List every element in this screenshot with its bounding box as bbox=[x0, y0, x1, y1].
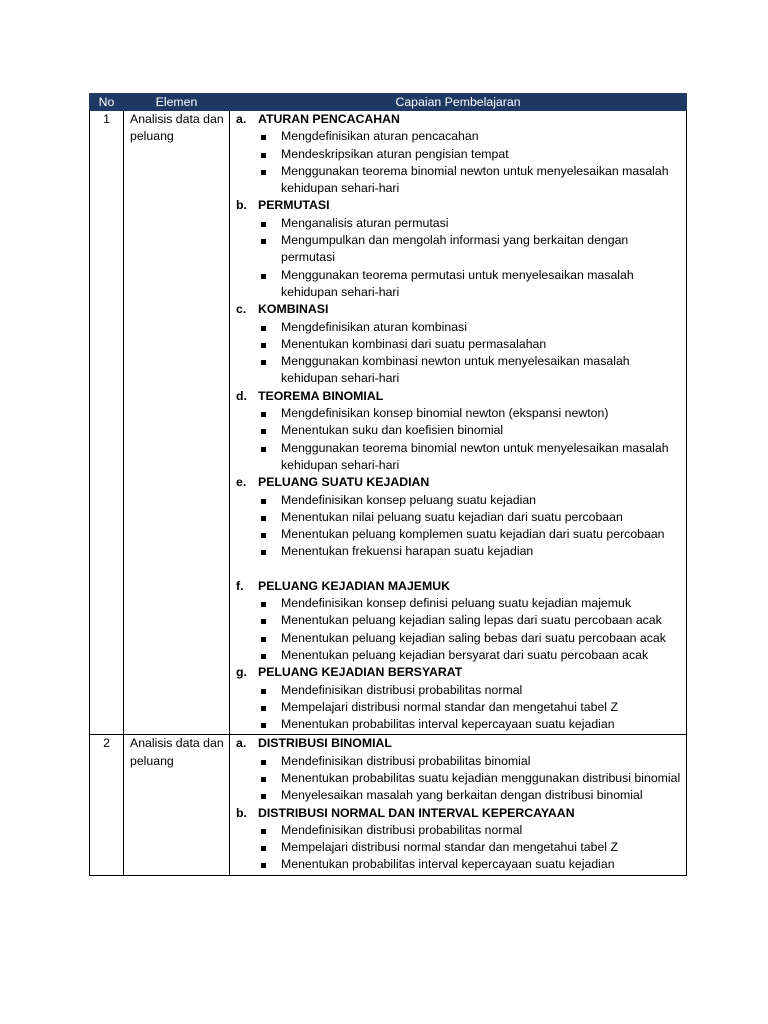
outcome-list bbox=[236, 492, 684, 561]
outcome-list bbox=[236, 128, 684, 197]
header-capaian: Capaian Pembelajaran bbox=[230, 94, 687, 111]
list-item: Menentukan frekuensi harapan suatu kejadian bbox=[236, 543, 684, 560]
learning-outcomes-table bbox=[89, 93, 687, 876]
learning-outcomes-cell bbox=[230, 111, 687, 735]
list-item: Mendefinisikan konsep definisi peluang suatu kejadian majemuk bbox=[236, 595, 684, 612]
section-title: PELUANG KEJADIAN MAJEMUK bbox=[258, 578, 450, 593]
section-heading bbox=[236, 474, 684, 491]
list-item: Menentukan probabilitas suatu kejadian menggunakan distribusi binomial bbox=[236, 770, 684, 787]
list-item: Mengdefinisikan konsep binomial newton (ekspansi newton) bbox=[236, 405, 684, 422]
section-heading bbox=[236, 735, 684, 752]
row-number: 1 bbox=[90, 111, 124, 735]
list-item: Menentukan peluang kejadian bersyarat dari suatu percobaan acak bbox=[236, 647, 684, 664]
list-item: Menggunakan kombinasi newton untuk menyelesaikan masalah kehidupan sehari-hari bbox=[236, 353, 684, 388]
outcome-list bbox=[236, 822, 684, 874]
list-item: Mengumpulkan dan mengolah informasi yang berkaitan dengan permutasi bbox=[236, 232, 684, 267]
list-item: Menggunakan teorema binomial newton untuk menyelesaikan masalah kehidupan sehari-hari bbox=[236, 163, 684, 198]
list-item: Menentukan suku dan koefisien binomial bbox=[236, 422, 684, 439]
list-item: Menentukan peluang kejadian saling bebas dari suatu percobaan acak bbox=[236, 630, 684, 647]
outcome-list bbox=[236, 682, 684, 734]
section-title: TEOREMA BINOMIAL bbox=[258, 388, 384, 403]
section-heading bbox=[236, 111, 684, 128]
outcome-list bbox=[236, 753, 684, 805]
section-title: PELUANG SUATU KEJADIAN bbox=[258, 475, 430, 490]
list-item: Menentukan probabilitas interval kepercayaan suatu kejadian bbox=[236, 716, 684, 733]
row-number: 2 bbox=[90, 735, 124, 875]
section-title: PERMUTASI bbox=[258, 198, 330, 213]
list-item: Menentukan peluang kejadian saling lepas dari suatu percobaan acak bbox=[236, 612, 684, 629]
learning-outcomes-cell bbox=[230, 735, 687, 875]
element-cell: Analisis data dan peluang bbox=[124, 111, 230, 735]
list-item: Menganalisis aturan permutasi bbox=[236, 215, 684, 232]
outcome-list bbox=[236, 215, 684, 301]
list-item: Mengdefinisikan aturan pencacahan bbox=[236, 128, 684, 145]
section-letter: d. bbox=[236, 388, 247, 403]
list-item: Menentukan peluang komplemen suatu kejadian dari suatu percobaan bbox=[236, 526, 684, 543]
section-letter: e. bbox=[236, 475, 247, 490]
section-title: DISTRIBUSI BINOMIAL bbox=[258, 736, 392, 751]
list-item: Menentukan probabilitas interval kepercayaan suatu kejadian bbox=[236, 856, 684, 873]
list-item: Menyelesaikan masalah yang berkaitan dengan distribusi binomial bbox=[236, 787, 684, 804]
section-letter: g. bbox=[236, 665, 247, 680]
section-letter: a. bbox=[236, 736, 247, 751]
section-title: ATURAN PENCACAHAN bbox=[258, 112, 400, 126]
header-elemen: Elemen bbox=[124, 94, 230, 111]
section-heading bbox=[236, 301, 684, 318]
section-letter: c. bbox=[236, 302, 247, 317]
section-title: PELUANG KEJADIAN BERSYARAT bbox=[258, 665, 463, 680]
spacer bbox=[236, 561, 684, 578]
list-item: Menentukan kombinasi dari suatu permasalahan bbox=[236, 336, 684, 353]
list-item: Menggunakan teorema binomial newton untuk menyelesaikan masalah kehidupan sehari-hari bbox=[236, 440, 684, 475]
section-heading bbox=[236, 388, 684, 405]
list-item: Mendeskripsikan aturan pengisian tempat bbox=[236, 146, 684, 163]
section-heading bbox=[236, 664, 684, 681]
section-title: KOMBINASI bbox=[258, 302, 329, 317]
element-cell: Analisis data dan peluang bbox=[124, 735, 230, 875]
table-header-row bbox=[90, 94, 687, 111]
section-letter: b. bbox=[236, 805, 247, 820]
list-item: Mendefinisikan konsep peluang suatu kejadian bbox=[236, 492, 684, 509]
list-item: Mengdefinisikan aturan kombinasi bbox=[236, 319, 684, 336]
list-item: Mendefinisikan distribusi probabilitas normal bbox=[236, 682, 684, 699]
list-item: Mempelajari distribusi normal standar dan mengetahui tabel Z bbox=[236, 699, 684, 716]
header-no: No bbox=[90, 94, 124, 111]
list-item: Mendefinisikan distribusi probabilitas normal bbox=[236, 822, 684, 839]
section-letter: f. bbox=[236, 578, 244, 593]
section-letter: a. bbox=[236, 112, 247, 126]
outcome-list bbox=[236, 595, 684, 664]
table-row bbox=[90, 735, 687, 875]
list-item: Menentukan nilai peluang suatu kejadian dari suatu percobaan bbox=[236, 509, 684, 526]
outcome-list bbox=[236, 405, 684, 474]
section-letter: b. bbox=[236, 198, 247, 213]
list-item: Mempelajari distribusi normal standar dan mengetahui tabel Z bbox=[236, 839, 684, 856]
section-heading bbox=[236, 578, 684, 595]
outcome-list bbox=[236, 319, 684, 388]
section-title: DISTRIBUSI NORMAL DAN INTERVAL KEPERCAYAAN bbox=[258, 805, 575, 820]
table-row bbox=[90, 111, 687, 735]
list-item: Mendefinisikan distribusi probabilitas binomial bbox=[236, 753, 684, 770]
list-item: Menggunakan teorema permutasi untuk menyelesaikan masalah kehidupan sehari-hari bbox=[236, 267, 684, 302]
section-heading bbox=[236, 805, 684, 822]
section-heading bbox=[236, 197, 684, 214]
